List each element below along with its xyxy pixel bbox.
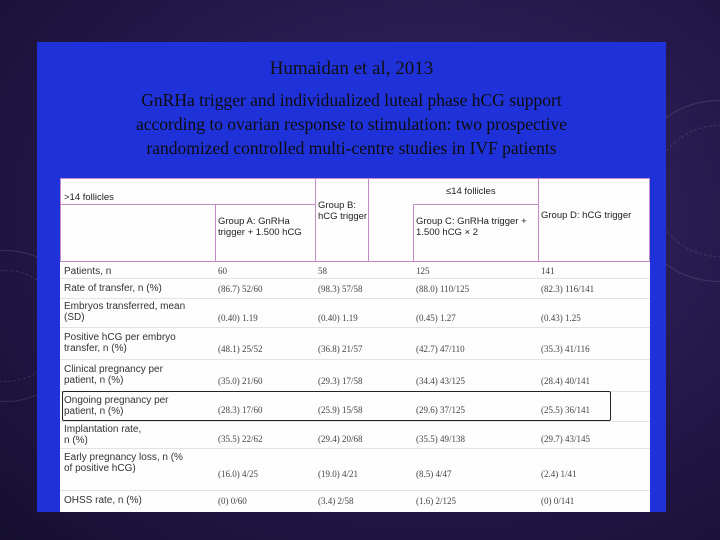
- table-cell: (35.5) 49/138: [416, 434, 465, 444]
- row-label: Patients, n: [64, 266, 112, 277]
- column-header-group-d: Group D: hCG trigger: [541, 210, 632, 221]
- table-cell: (0.45) 1.27: [416, 313, 456, 323]
- table-cell: (42.7) 47/110: [416, 344, 465, 354]
- table-cell: 141: [541, 266, 555, 276]
- table-cell: (29.7) 43/145: [541, 434, 590, 444]
- column-header-group-c: Group C: GnRHa trigger + 1.500 hCG × 2: [416, 216, 527, 238]
- table-cell: (86.7) 52/60: [218, 284, 263, 294]
- table-cell: (16.0) 4/25: [218, 469, 258, 479]
- table-cell: 60: [218, 266, 227, 276]
- table-cell: (35.3) 41/116: [541, 344, 590, 354]
- table-cell: (0) 0/141: [541, 496, 575, 506]
- table-cell: 58: [318, 266, 327, 276]
- table-cell: (0.40) 1.19: [318, 313, 358, 323]
- table-cell: (0.43) 1.25: [541, 313, 581, 323]
- table-cell: 125: [416, 266, 430, 276]
- row-label: Positive hCG per embryo transfer, n (%): [64, 332, 176, 354]
- group-header-low-responders: ≤14 follicles: [446, 186, 496, 197]
- table-cell: (29.4) 20/68: [318, 434, 363, 444]
- table-cell: (36.8) 21/57: [318, 344, 363, 354]
- table-cell: (0.40) 1.19: [218, 313, 258, 323]
- row-label: Implantation rate, n (%): [64, 424, 142, 446]
- table-cell: (0) 0/60: [218, 496, 247, 506]
- group-header-high-responders: >14 follicles: [64, 192, 114, 203]
- table-cell: (25.5) 36/141: [541, 405, 590, 415]
- table-cell: (25.9) 15/58: [318, 405, 363, 415]
- table-cell: (98.3) 57/58: [318, 284, 363, 294]
- slide-content: [37, 42, 666, 512]
- table-cell: (35.0) 21/60: [218, 376, 263, 386]
- subtitle-line: according to ovarian response to stimulation: two prospective: [135, 114, 568, 134]
- table-cell: (35.5) 22/62: [218, 434, 263, 444]
- results-table: [60, 178, 650, 512]
- column-header-group-b: Group B: hCG trigger: [318, 200, 368, 222]
- column-header-group-a: Group A: GnRHa trigger + 1.500 hCG: [218, 216, 302, 238]
- table-cell: (48.1) 25/52: [218, 344, 263, 354]
- subtitle-line: randomized controlled multi-centre studies in IVF patients: [146, 138, 557, 158]
- table-cell: (28.4) 40/141: [541, 376, 590, 386]
- row-label: Clinical pregnancy per patient, n (%): [64, 364, 163, 386]
- slide-title: Humaidan et al, 2013: [269, 58, 434, 79]
- row-label: Embryos transferred, mean (SD): [64, 301, 186, 323]
- slide-subtitle: [67, 88, 636, 160]
- table-cell: (29.6) 37/125: [416, 405, 465, 415]
- row-label: OHSS rate, n (%): [64, 495, 142, 506]
- table-cell: (2.4) 1/41: [541, 469, 577, 479]
- table-cell: (28.3) 17/60: [218, 405, 263, 415]
- table-cell: (1.6) 2/125: [416, 496, 456, 506]
- row-label: Ongoing pregnancy per patient, n (%): [64, 395, 169, 417]
- table-cell: (88.0) 110/125: [416, 284, 470, 294]
- table-cell: (8.5) 4/47: [416, 469, 452, 479]
- subtitle-line: GnRHa trigger and individualized luteal phase hCG support: [141, 90, 562, 110]
- table-cell: (29.3) 17/58: [318, 376, 363, 386]
- table-cell: (3.4) 2/58: [318, 496, 354, 506]
- table-cell: (19.0) 4/21: [318, 469, 358, 479]
- row-label: Rate of transfer, n (%): [64, 283, 162, 294]
- table-cell: (82.3) 116/141: [541, 284, 595, 294]
- table-cell: (34.4) 43/125: [416, 376, 465, 386]
- row-label: Early pregnancy loss, n (% of positive hCG): [64, 452, 183, 474]
